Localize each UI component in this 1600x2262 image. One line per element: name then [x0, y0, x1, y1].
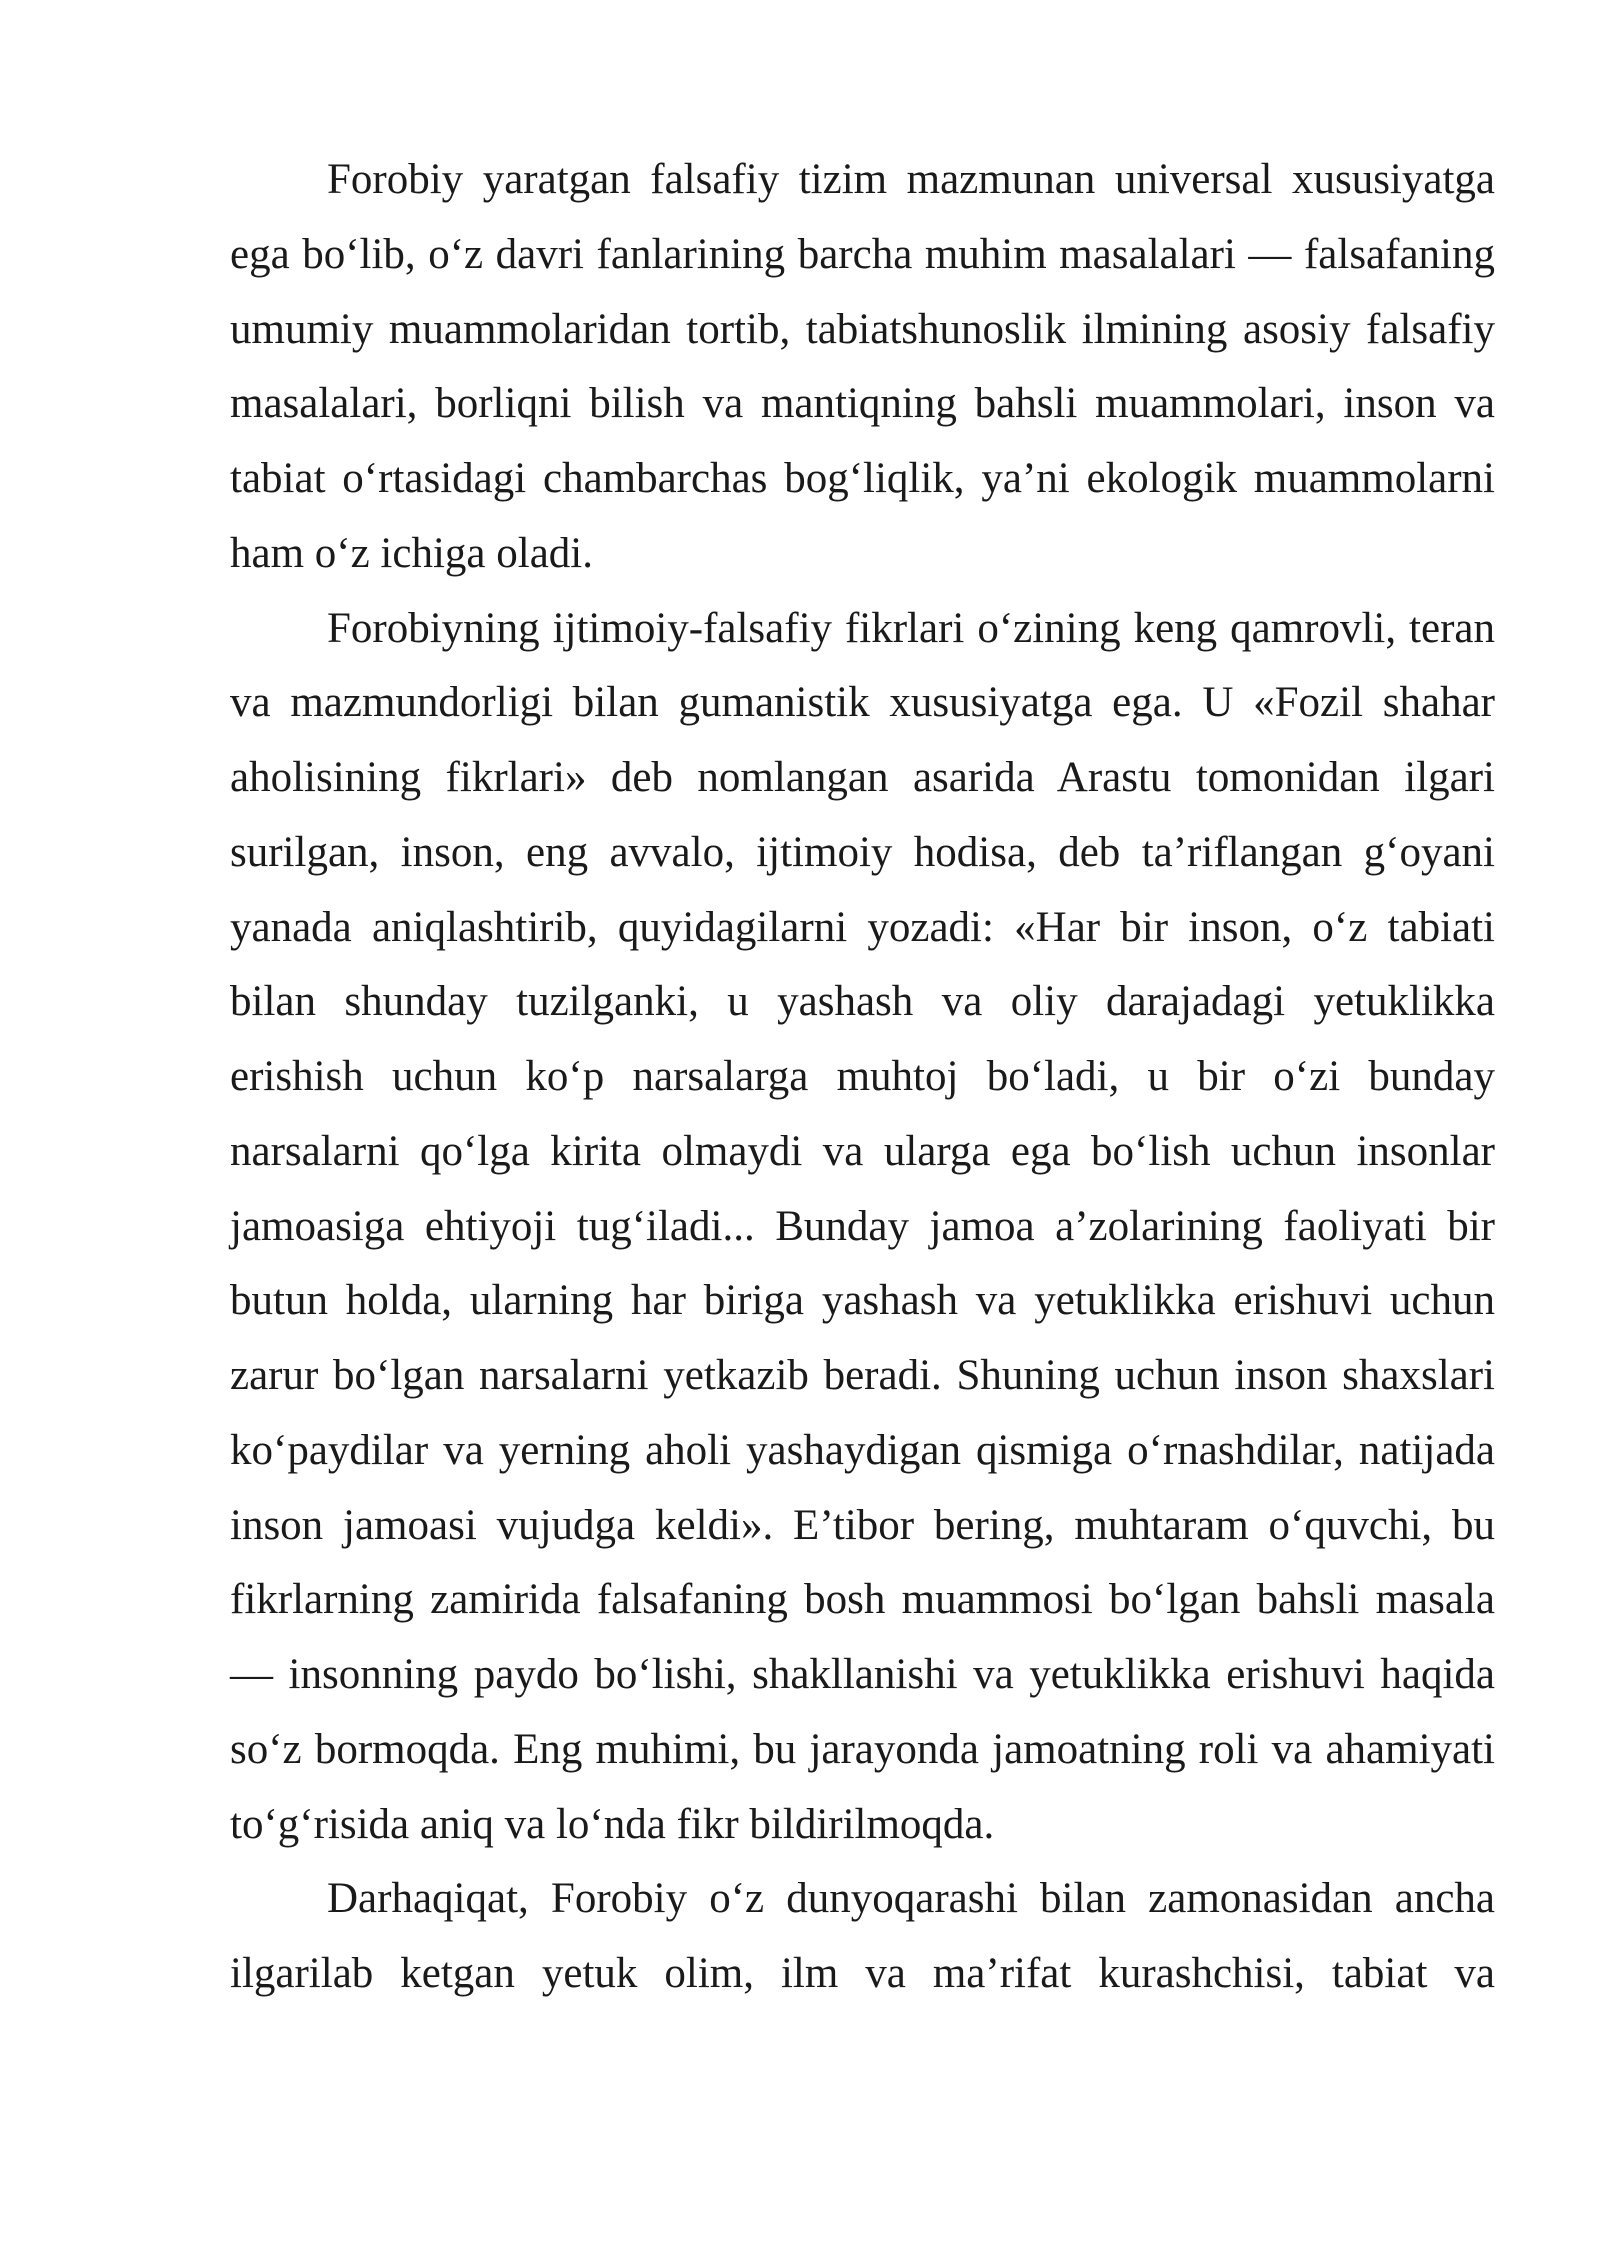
text-line: ham o‘z ichiga oladi. — [230, 529, 593, 577]
body-text — [230, 143, 1495, 2012]
text-line: Forobiy yaratgan falsafiy tizim mazmunan universal xususiyatga — [327, 156, 1495, 203]
text-line: surilgan, inson, eng avvalo, ijtimoiy hodisa, deb ta’riflangan g‘oyani — [230, 828, 1495, 876]
text-line: — insonning paydo bo‘lishi, shakllanishi va yetuklikka erishuvi haqida — [230, 1651, 1495, 1698]
text-line: umumiy muammolaridan tortib, tabiatshunoslik ilmining asosiy falsafiy — [230, 305, 1495, 353]
text-line: ilgarilab ketgan yetuk olim, ilm va ma’rifat kurashchisi, tabiat va — [230, 1950, 1495, 1997]
text-line: ega bo‘lib, o‘z davri fanlarining barcha muhim masalalari — falsafaning — [230, 230, 1495, 278]
text-line: zarur bo‘lgan narsalarni yetkazib beradi. Shuning uchun inson shaxslari — [230, 1352, 1495, 1399]
text-line: narsalarni qo‘lga kirita olmaydi va ularga ega bo‘lish uchun insonlar — [230, 1127, 1495, 1175]
text-line: aholisining fikrlari» deb nomlangan asarida Arastu tomonidan ilgari — [230, 754, 1495, 801]
paragraph — [230, 592, 1495, 1863]
text-line: ko‘paydilar va yerning aholi yashaydigan qismiga o‘rnashdilar, natijada — [230, 1426, 1495, 1474]
text-line: bilan shunday tuzilganki, u yashash va oliy darajadagi yetuklikka — [230, 978, 1495, 1026]
paragraph — [230, 1862, 1495, 2012]
text-line: so‘z bormoqda. Eng muhimi, bu jarayonda jamoatning roli va ahamiyati — [230, 1725, 1495, 1773]
text-line: to‘g‘risida aniq va lo‘nda fikr bildirilmoqda. — [230, 1800, 995, 1848]
text-line: butun holda, ularning har biriga yashash va yetuklikka erishuvi uchun — [230, 1277, 1495, 1325]
paragraph — [230, 143, 1495, 592]
text-line: erishish uchun ko‘p narsalarga muhtoj bo‘ladi, u bir o‘zi bunday — [230, 1053, 1495, 1100]
text-line: jamoasiga ehtiyoji tug‘iladi... Bunday jamoa a’zolarining faoliyati bir — [230, 1202, 1495, 1250]
text-line: Forobiyning ijtimoiy-falsafiy fikrlari o‘zining keng qamrovli, teran — [327, 604, 1495, 652]
text-line: fikrlarning zamirida falsafaning bosh muammosi bo‘lgan bahsli masala — [230, 1576, 1495, 1624]
text-line: inson jamoasi vujudga keldi». E’tibor bering, muhtaram o‘quvchi, bu — [230, 1501, 1495, 1549]
text-line: yanada aniqlashtirib, quyidagilarni yozadi: «Har bir inson, o‘z tabiati — [230, 903, 1495, 951]
text-line: va mazmundorligi bilan gumanistik xususiyatga ega. U «Fozil shahar — [230, 679, 1495, 727]
text-line: masalalari, borliqni bilish va mantiqning bahsli muammolari, inson va — [230, 380, 1495, 428]
text-line: tabiat o‘rtasidagi chambarchas bog‘liqlik, ya’ni ekologik muammolarni — [230, 455, 1495, 502]
text-line: Darhaqiqat, Forobiy o‘z dunyoqarashi bilan zamonasidan ancha — [327, 1875, 1495, 1923]
